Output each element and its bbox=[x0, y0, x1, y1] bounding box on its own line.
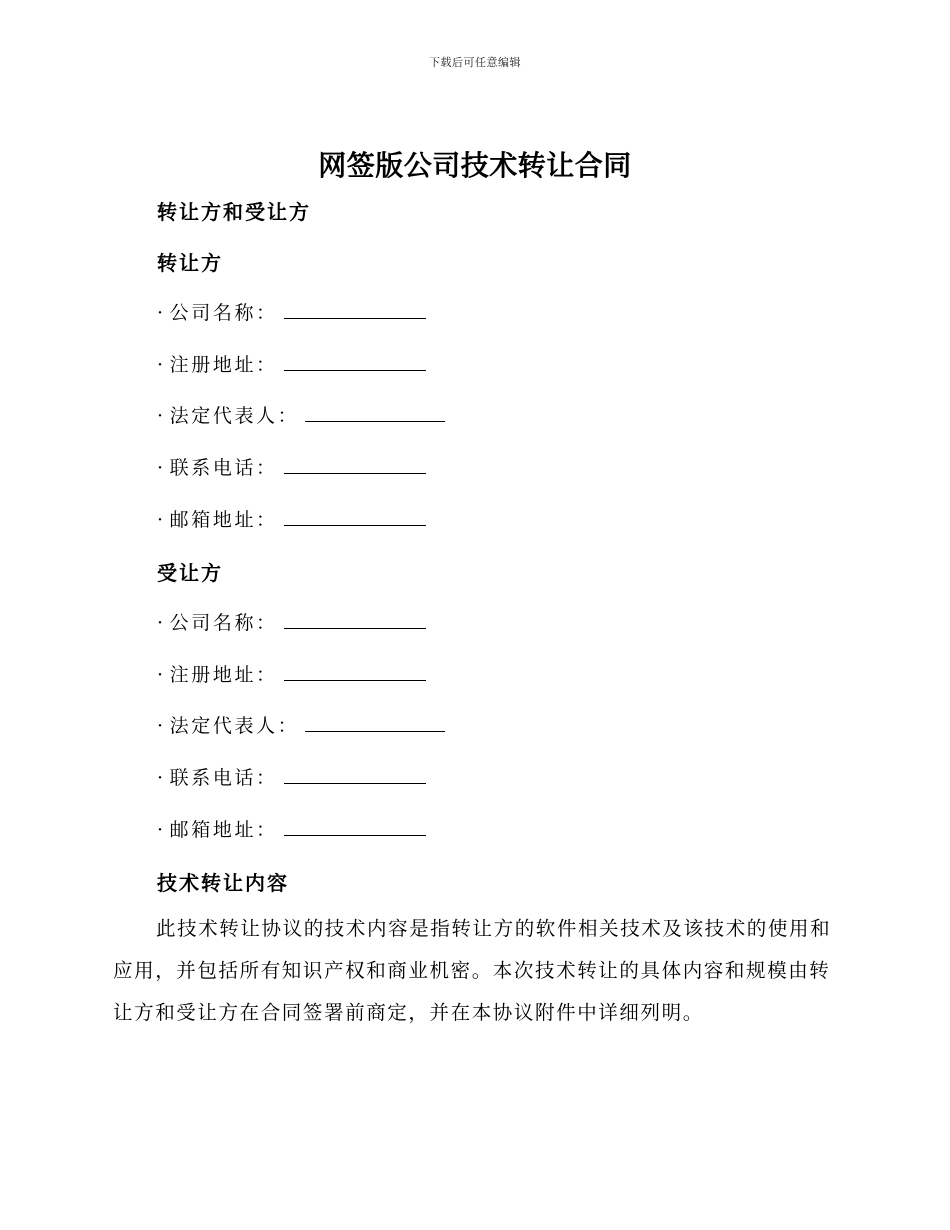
field-label: 联系电话： bbox=[169, 457, 278, 479]
fill-in-blank[interactable] bbox=[284, 350, 426, 371]
bullet: · bbox=[157, 819, 166, 841]
transferor-phone-field bbox=[157, 453, 426, 480]
transferor-legal-representative-field bbox=[157, 401, 445, 428]
page-header-note: 下载后可任意编辑 bbox=[429, 56, 521, 69]
bullet: · bbox=[157, 767, 166, 789]
transferor-heading: 转让方 bbox=[157, 251, 223, 275]
fill-in-blank[interactable] bbox=[284, 505, 426, 526]
field-label: 邮箱地址： bbox=[169, 819, 278, 841]
fill-in-blank[interactable] bbox=[284, 608, 426, 629]
field-label: 邮箱地址： bbox=[169, 509, 278, 531]
field-label: 法定代表人： bbox=[169, 405, 300, 427]
bullet: · bbox=[157, 354, 166, 376]
transferee-email-field bbox=[157, 815, 426, 842]
bullet: · bbox=[157, 664, 166, 686]
field-label: 注册地址： bbox=[169, 354, 278, 376]
field-label: 公司名称： bbox=[169, 302, 278, 324]
transferor-company-name-field bbox=[157, 298, 426, 325]
field-label: 注册地址： bbox=[169, 664, 278, 686]
transferee-legal-representative-field bbox=[157, 711, 445, 738]
fill-in-blank[interactable] bbox=[305, 711, 445, 732]
transferor-registered-address-field bbox=[157, 350, 426, 377]
bullet: · bbox=[157, 405, 166, 427]
fill-in-blank[interactable] bbox=[284, 763, 426, 784]
bullet: · bbox=[157, 302, 166, 324]
fill-in-blank[interactable] bbox=[284, 815, 426, 836]
technology-content-heading: 技术转让内容 bbox=[157, 871, 289, 895]
bullet: · bbox=[157, 457, 166, 479]
fill-in-blank[interactable] bbox=[284, 453, 426, 474]
transferee-registered-address-field bbox=[157, 660, 426, 687]
transferee-company-name-field bbox=[157, 608, 426, 635]
field-label: 联系电话： bbox=[169, 767, 278, 789]
field-label: 法定代表人： bbox=[169, 715, 300, 737]
bullet: · bbox=[157, 612, 166, 634]
bullet: · bbox=[157, 509, 166, 531]
technology-content-paragraph: 此技术转让协议的技术内容是指转让方的软件相关技术及该技术的使用和应用，并包括所有知识产权和商业机密。本次技术转让的具体内容和规模由转让方和受让方在合同签署前商定，并在本协议附件中详细列明。 bbox=[113, 917, 832, 1024]
transferee-phone-field bbox=[157, 763, 426, 790]
fill-in-blank[interactable] bbox=[284, 298, 426, 319]
transferee-heading: 受让方 bbox=[157, 561, 223, 585]
fill-in-blank[interactable] bbox=[284, 660, 426, 681]
fill-in-blank[interactable] bbox=[305, 401, 445, 422]
bullet: · bbox=[157, 715, 166, 737]
transferor-email-field bbox=[157, 505, 426, 532]
document-title: 网签版公司技术转让合同 bbox=[318, 149, 632, 182]
parties-heading: 转让方和受让方 bbox=[157, 200, 311, 224]
field-label: 公司名称： bbox=[169, 612, 278, 634]
